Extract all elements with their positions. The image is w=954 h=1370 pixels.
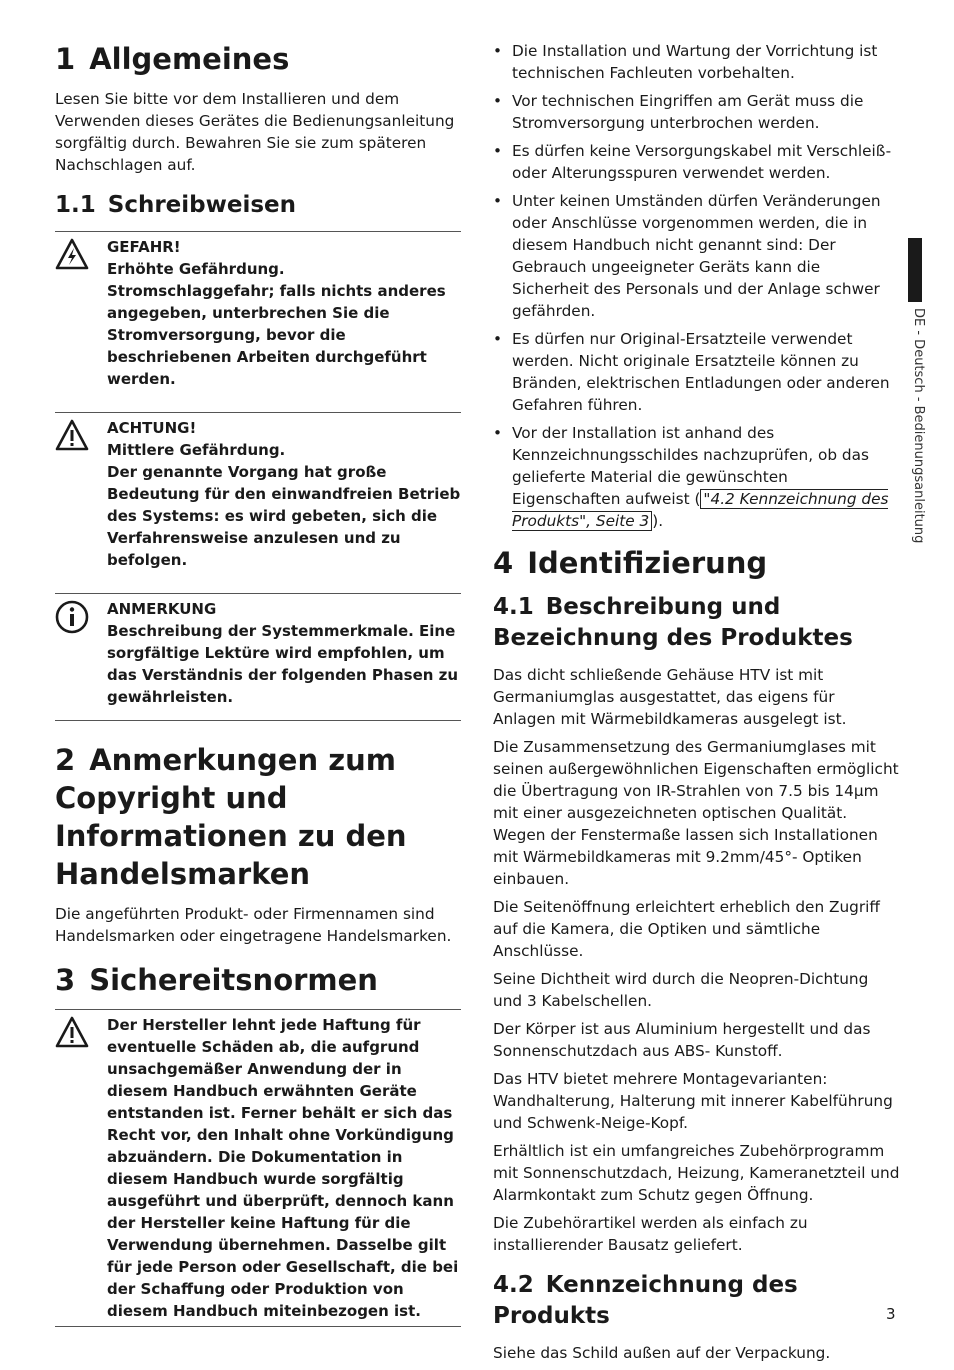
paragraph: Erhältlich ist ein umfangreiches Zubehörprogramm mit Sonnenschutzdach, Heizung, Kameranetzteil und Alarmkontakt zum Schutz gegen Öffnung. xyxy=(493,1142,900,1204)
paragraph: Die Zubehörartikel werden als einfach zu installierender Bausatz geliefert. xyxy=(493,1214,808,1254)
caution-notice: ACHTUNG! Mittlere Gefährdung. Der genannte Vorgang hat große Bedeutung für den einwandfreien Betrieb des Systems: es wird gebeten, sich die Verfahrensweise anzulesen und zu befolgen. xyxy=(55,412,461,583)
section-4-2-heading: 4.2 Kennzeichnung des Produkts xyxy=(493,1272,798,1329)
side-language-label: DE - Deutsch - Bedienungsanleitung xyxy=(911,308,926,544)
paragraph: Das dicht schließende Gehäuse HTV ist mit Germaniumglas ausgestattet, das eigens für Anlagen mit Wärmebildkameras ausgelegt ist. xyxy=(493,666,847,728)
safety-bullet-list xyxy=(493,40,901,532)
electric-hazard-icon xyxy=(55,238,89,272)
section-4-heading: 4 Identifizierung xyxy=(493,546,768,580)
warning-icon xyxy=(55,1016,89,1050)
section-1-heading: 1 Allgemeines xyxy=(55,42,290,76)
section-2-text: Die angeführten Produkt- oder Firmennamen sind Handelsmarken oder eingetragene Handelsmarken. xyxy=(55,905,452,945)
list-item: • Vor technischen Eingriffen am Gerät muss die Stromversorgung unterbrochen werden. xyxy=(493,90,901,134)
warning-icon xyxy=(55,419,89,453)
paragraph: Der Körper ist aus Aluminium hergestellt und das Sonnenschutzdach aus ABS- Kunstoff. xyxy=(493,1020,871,1060)
list-item: • Die Installation und Wartung der Vorrichtung ist technischen Fachleuten vorbehalten. xyxy=(493,40,901,84)
note-notice: ANMERKUNG Beschreibung der Systemmerkmale. Eine sorgfältige Lektüre wird empfohlen, um das Verständnis der folgenden Phasen zu gewährleisten. xyxy=(55,593,461,721)
section-4-2-text: Siehe das Schild außen auf der Verpackung. xyxy=(493,1344,831,1362)
section-1-intro: Lesen Sie bitte vor dem Installieren und dem Verwenden dieses Gerätes die Bedienungsanleitung sorgfältig durch. Bewahren Sie sie zum späteren Nachschlagen auf. xyxy=(55,90,455,174)
section-2-heading: 2 Anmerkungen zum Copyright und Informationen zu den Handelsmarken xyxy=(55,743,407,891)
liability-warning: Der Hersteller lehnt jede Haftung für eventuelle Schäden ab, die aufgrund unsachgemäßer Anwendung der in diesem Handbuch erwähnten Geräte entstanden ist. Ferner behält er sich das Recht vor, den Inhalt ohne Vorkündigung abzuändern. Die Dokumentation in diesem Handbuch wurde sorgfältig ausgeführt und überprüft, dennoch kann der Hersteller keine Haftung für die Verwendung übernehmen. Dasselbe gilt für jede Person oder Gesellschaft, die bei der Schaffung oder Produktion von diesem Handbuch miteinbezogen ist. xyxy=(55,1009,461,1327)
paragraph: Seine Dichtheit wird durch die Neopren-Dichtung und 3 Kabelschellen. xyxy=(493,970,869,1010)
section-1-1-heading: 1.1 Schreibweisen xyxy=(55,192,297,218)
info-icon xyxy=(55,600,89,634)
side-tab-marker xyxy=(908,238,922,302)
page-number: 3 xyxy=(886,1305,896,1323)
danger-notice: GEFAHR! Erhöhte Gefährdung. Stromschlaggefahr; falls nichts anderes angegeben, unterbrechen Sie die Stromversorgung, bevor die beschriebenen Arbeiten durchgeführt werden. xyxy=(55,231,461,402)
paragraph: Die Seitenöffnung erleichtert erheblich den Zugriff auf die Kamera, die Optiken und sämtliche Anschlüsse. xyxy=(493,898,880,960)
paragraph: Die Zusammensetzung des Germaniumglases mit seinen außergewöhnlichen Eigenschaften ermöglicht die Übertragung von IR-Strahlen von 7.5 bis 14µm mit einer ausgezeichneten optischen Qualität. Wegen der Fenstermaße lassen sich Installationen mit Wärmebildkameras mit 9.2mm/45°- Optiken einbauen. xyxy=(493,738,899,888)
right-column xyxy=(493,40,901,1370)
cross-reference-link[interactable]: "4.2 Kennzeichnung des Produkts", Seite 3 xyxy=(512,490,889,530)
list-item: • Es dürfen nur Original-Ersatzteile verwendet werden. Nicht originale Ersatzteile können zu Bränden, elektrischen Entladungen oder anderen Gefahren führen. xyxy=(493,328,901,416)
section-4-1-heading: 4.1 Beschreibung und Bezeichnung des Produktes xyxy=(493,594,853,651)
list-item: • Es dürfen keine Versorgungskabel mit Verschleiß- oder Alterungsspuren verwendet werden. xyxy=(493,140,901,184)
list-item: • Unter keinen Umständen dürfen Veränderungen oder Anschlüsse vorgenommen werden, die in diesem Handbuch nicht genannt sind: Der Gebrauch ungeeigneter Geräts kann die Sicherheit des Personals und der Anlage schwer gefährden. xyxy=(493,190,901,322)
paragraph: Das HTV bietet mehrere Montagevarianten: Wandhalterung, Halterung mit innerer Kabelführung und Schwenk-Neige-Kopf. xyxy=(493,1070,893,1132)
list-item: • Vor der Installation ist anhand des Kennzeichnungsschildes nachzuprüfen, ob das gelieferte Material die gewünschten Eigenschaften aufweist ( "4.2 Kennzeichnung des Produkts", Seite 3 ). xyxy=(493,422,901,532)
section-3-heading: 3 Sichereitsnormen xyxy=(55,963,378,997)
left-column xyxy=(55,40,461,1347)
